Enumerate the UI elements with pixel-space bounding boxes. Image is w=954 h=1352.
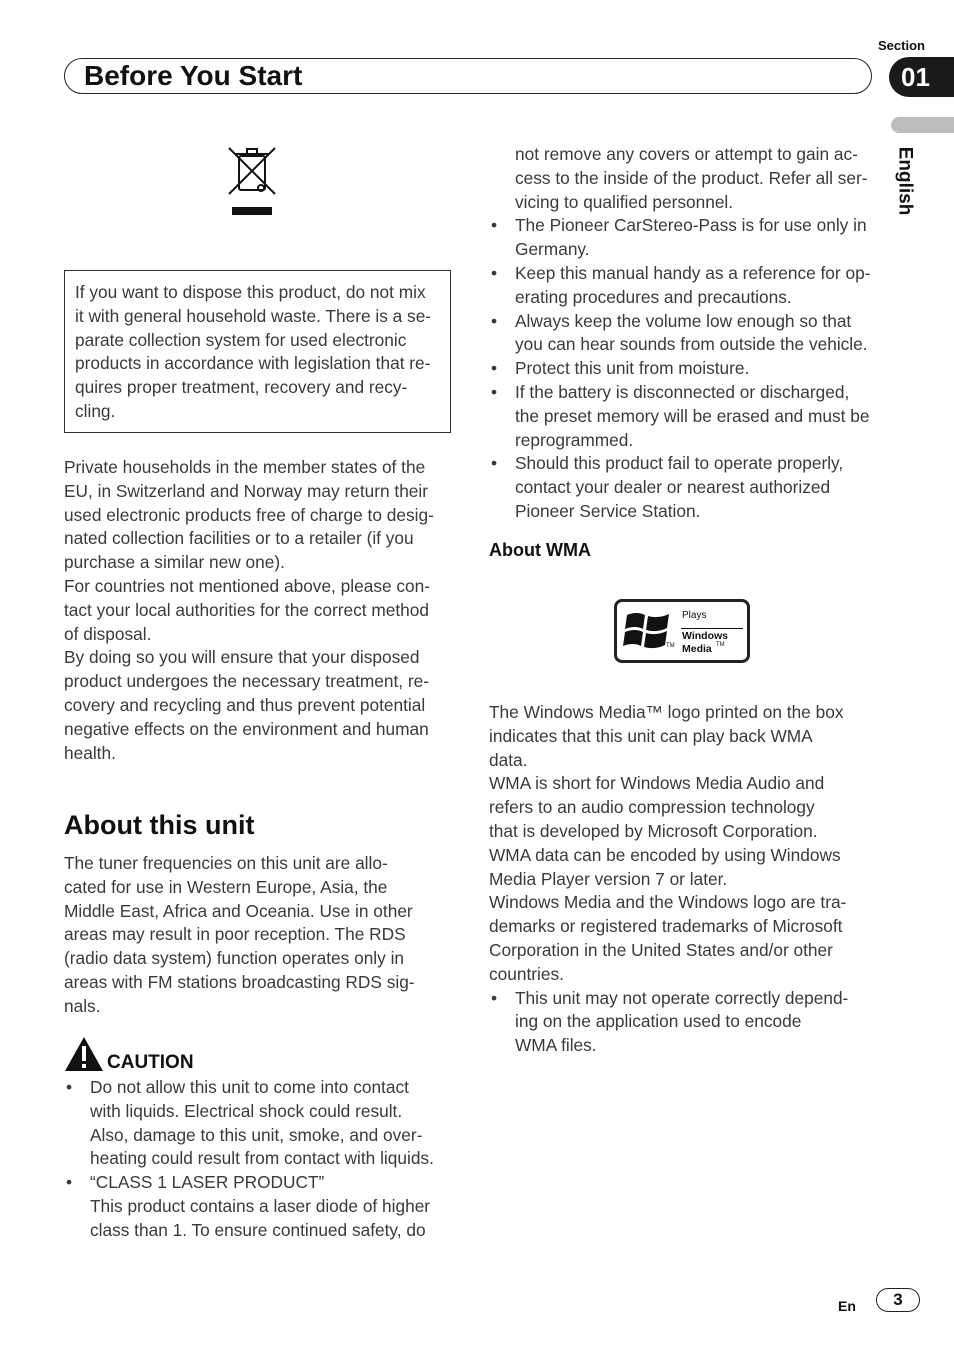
text-line: covery and recycling and thus prevent potential [64, 694, 426, 715]
text-line: health. [64, 742, 116, 763]
text-line: cated for use in Western Europe, Asia, the [64, 876, 388, 897]
list-item-continued: reprogrammed. [515, 429, 634, 450]
list-item: • If the battery is disconnected or discharged, [489, 381, 881, 405]
logo-media-tm: TM [716, 642, 725, 648]
text-line: WMA data can be encoded by using Windows [489, 844, 841, 865]
list-item-continued: Germany. [515, 239, 590, 260]
list-item: • Keep this manual handy as a reference for op- [489, 262, 881, 286]
text-line: areas with FM stations broadcasting RDS sig- [64, 971, 415, 992]
text-line: nals. [64, 995, 101, 1016]
list-item-continued: not remove any covers or attempt to gain ac- [515, 144, 858, 164]
text-line: EU, in Switzerland and Norway may return their [64, 480, 429, 501]
caution-label: CAUTION [107, 1052, 194, 1073]
wma-body [489, 701, 881, 1058]
list-item: • Protect this unit from moisture. [489, 357, 881, 381]
list-item-continued: with liquids. Electrical shock could result. [90, 1100, 403, 1121]
page-title: Before You Start [84, 60, 303, 91]
list-item-continued: This product contains a laser diode of higher [90, 1195, 431, 1216]
crossed-bin-icon [227, 144, 279, 223]
disposal-paragraphs [64, 456, 454, 765]
disposal-line: products in accordance with legislation that re- [75, 353, 431, 374]
disposal-line: it with general household waste. There is a se- [75, 305, 432, 326]
list-item: • Do not allow this unit to come into contact [64, 1076, 456, 1100]
list-item-continued: WMA files. [515, 1035, 597, 1056]
text-line: (radio data system) function operates only in [64, 948, 405, 969]
disposal-line: cling. [75, 400, 116, 421]
text-line: refers to an audio compression technology [489, 797, 815, 818]
language-tab-marker [891, 117, 954, 133]
page-number: 3 [876, 1288, 920, 1312]
text-line: nated collection facilities or to a retailer (if you [64, 528, 414, 549]
logo-media: Media [682, 643, 712, 655]
list-item-continued: the preset memory will be erased and must be [515, 405, 870, 426]
text-line: data. [489, 749, 528, 770]
text-line: By doing so you will ensure that your disposed [64, 647, 420, 668]
list-item: • The Pioneer CarStereo-Pass is for use only in [489, 214, 881, 238]
list-item-continued: vicing to qualified personnel. [515, 191, 734, 212]
text-line: that is developed by Microsoft Corporation. [489, 820, 818, 841]
list-item-continued: cess to the inside of the product. Refer all ser- [515, 167, 868, 188]
right-column-list [489, 143, 881, 524]
text-line: demarks or registered trademarks of Microsoft [489, 916, 843, 937]
logo-plays: Plays [682, 610, 707, 621]
list-item: • This unit may not operate correctly depend- [489, 987, 881, 1011]
warning-triangle-icon [64, 1036, 104, 1077]
windows-media-logo [614, 599, 750, 663]
text-line: Windows Media and the Windows logo are tra- [489, 892, 847, 913]
list-item-continued: heating could result from contact with liquids. [90, 1148, 434, 1169]
text-line: used electronic products free of charge to desig- [64, 504, 434, 525]
list-item-continued: class than 1. To ensure continued safety, do [90, 1219, 426, 1240]
footer-language-code: En [838, 1298, 856, 1314]
text-line: areas may result in poor reception. The RDS [64, 924, 406, 945]
logo-tm: TM [666, 643, 675, 649]
disposal-line: If you want to dispose this product, do not mix [75, 282, 426, 302]
list-item: • Always keep the volume low enough so that [489, 310, 881, 334]
list-item-continued: contact your dealer or nearest authorized [515, 477, 831, 498]
about-unit-body [64, 852, 454, 1019]
list-item-continued: you can hear sounds from outside the vehicle. [515, 334, 868, 355]
list-item-continued: ing on the application used to encode [515, 1011, 802, 1032]
text-line: tact your local authorities for the correct method [64, 599, 429, 620]
text-line: Middle East, Africa and Oceania. Use in other [64, 900, 413, 921]
disposal-line: quires proper treatment, recovery and recy- [75, 377, 408, 398]
about-unit-heading: About this unit [64, 810, 255, 840]
list-item-continued: Pioneer Service Station. [515, 500, 701, 521]
text-line: negative effects on the environment and human [64, 718, 429, 739]
text-line: indicates that this unit can play back WMA [489, 725, 813, 746]
list-item-continued: erating procedures and precautions. [515, 286, 792, 307]
list-item-continued: Also, damage to this unit, smoke, and over- [90, 1124, 423, 1145]
text-line: Private households in the member states of the [64, 457, 426, 477]
disposal-line: parate collection system for used electronic [75, 329, 407, 350]
text-line: of disposal. [64, 623, 152, 644]
logo-windows: Windows [682, 630, 728, 642]
text-line: The Windows Media™ logo printed on the box [489, 702, 844, 722]
text-line: Corporation in the United States and/or other [489, 939, 833, 960]
text-line: Media Player version 7 or later. [489, 868, 728, 889]
caution-list [64, 1076, 456, 1243]
text-line: product undergoes the necessary treatment, re- [64, 671, 430, 692]
list-item: • Should this product fail to operate properly, [489, 452, 881, 476]
list-item: • “CLASS 1 LASER PRODUCT” [64, 1171, 456, 1195]
logo-divider [681, 628, 743, 629]
section-label: Section [878, 38, 925, 53]
text-line: WMA is short for Windows Media Audio and [489, 773, 825, 794]
language-label: English [894, 146, 916, 216]
text-line: countries. [489, 963, 564, 984]
text-line: The tuner frequencies on this unit are allo- [64, 853, 388, 873]
disposal-notice-box [64, 270, 451, 433]
about-wma-heading: About WMA [489, 540, 591, 560]
text-line: For countries not mentioned above, please con- [64, 575, 431, 596]
text-line: purchase a similar new one). [64, 552, 285, 573]
section-number-tab: 01 [889, 57, 954, 97]
